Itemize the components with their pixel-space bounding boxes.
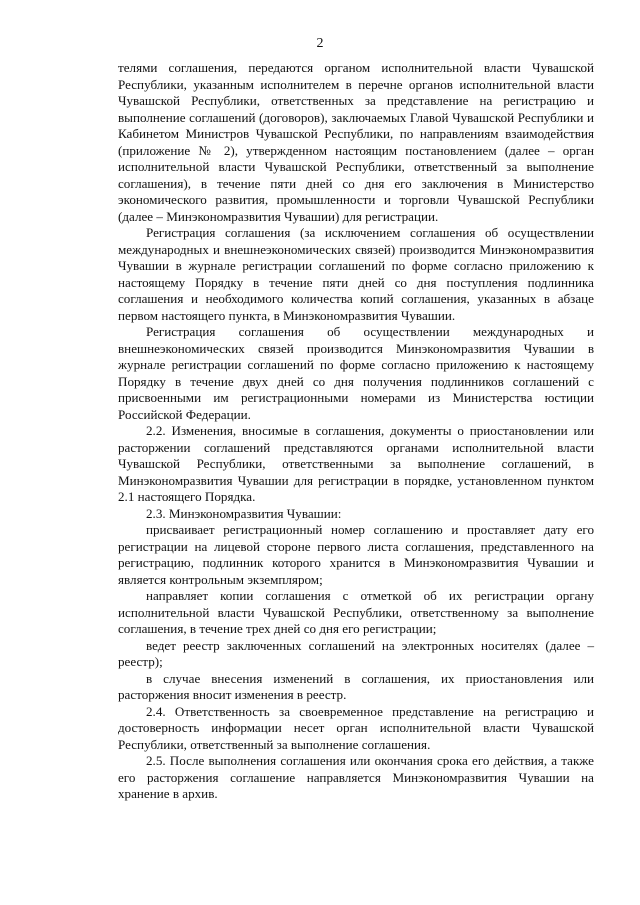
page-number: 2 [316, 36, 324, 51]
paragraph-registration-general: Регистрация соглашения (за исключением соглашения об осуществлении международных и внешнеэкономических связей) производится Минэкономразвития Чувашии в журнале регистрации соглашений по форме согласно приложению к настоящему Порядку в течение пяти дней со дня поступления подлинника соглашения и необходимого количества копий соглашения, указанных в абзаце первом настоящего пункта, в Минэкономразвития Чувашии. [118, 225, 594, 323]
paragraph-2-3-item-2: направляет копии соглашения с отметкой об их регистрации органу исполнительной власти Чувашской Республики, ответственному за выполнение соглашения, в течение трех дней со дня его регистрации; [118, 588, 594, 636]
paragraph-2-3-item-1: присваивает регистрационный номер соглашению и проставляет дату его регистрации на лицевой стороне первого листа соглашения, представленного на регистрацию, подлинник которого хранится в Минэкономразвития Чувашии и является контрольным экземпляром; [118, 522, 594, 587]
paragraph-2-4: 2.4. Ответственность за своевременное представление на регистрацию и достоверность информации несет орган исполнительной власти Чувашской Республики, ответственный за выполнение соглашения. [118, 703, 594, 752]
paragraph-registration-international: Регистрация соглашения об осуществлении международных и внешнеэкономических связей производится Минэкономразвития Чувашии в журнале регистрации соглашений по форме согласно приложению к настоящему Порядку в течение двух дней со дня получения подлинников соглашений с присвоенными им регистрационными номерами из Министерства юстиции Российской Федерации. [118, 324, 594, 422]
document-body [118, 60, 594, 803]
paragraph-2-3-item-3: ведет реестр заключенных соглашений на электронных носителях (далее – реестр); [118, 637, 594, 669]
paragraph-2-2: 2.2. Изменения, вносимые в соглашения, документы о приостановлении или расторжении соглашений представляются органами исполнительной власти Чувашской Республики, ответственными за выполнение соглашений, в Минэкономразвития Чувашии для регистрации в порядке, установленном пунктом 2.1 настоящего Порядка. [118, 423, 594, 504]
paragraph-2-5: 2.5. После выполнения соглашения или окончания срока его действия, а также его расторжения соглашение направляется Минэкономразвития Чувашии на хранение в архив. [118, 753, 594, 801]
paragraph-2-3-item-4: в случае внесения изменений в соглашения, их приостановления или расторжения вносит изменения в реестр. [118, 670, 594, 702]
paragraph-continuation: телями соглашения, передаются органом исполнительной власти Чувашской Республики, указанным исполнителем в перечне органов исполнительной власти Чувашской Республики, ответственных за представление на регистрацию и выполнение соглашений (договоров), заключаемых Главой Чувашской Республики и Кабинетом Министров Чувашской Республики, по направлениям взаимодействия (приложение № 2), утвержденном настоящим постановлением (далее – орган исполнительной власти Чувашской Республики, ответственный за выполнение соглашения), в течение пяти дней со дня его заключения в Министерство экономического развития, промышленности и торговли Чувашской Республики (далее – Минэкономразвития Чувашии) для регистрации. [118, 60, 594, 224]
paragraph-2-3: 2.3. Минэкономразвития Чувашии: [146, 505, 342, 521]
